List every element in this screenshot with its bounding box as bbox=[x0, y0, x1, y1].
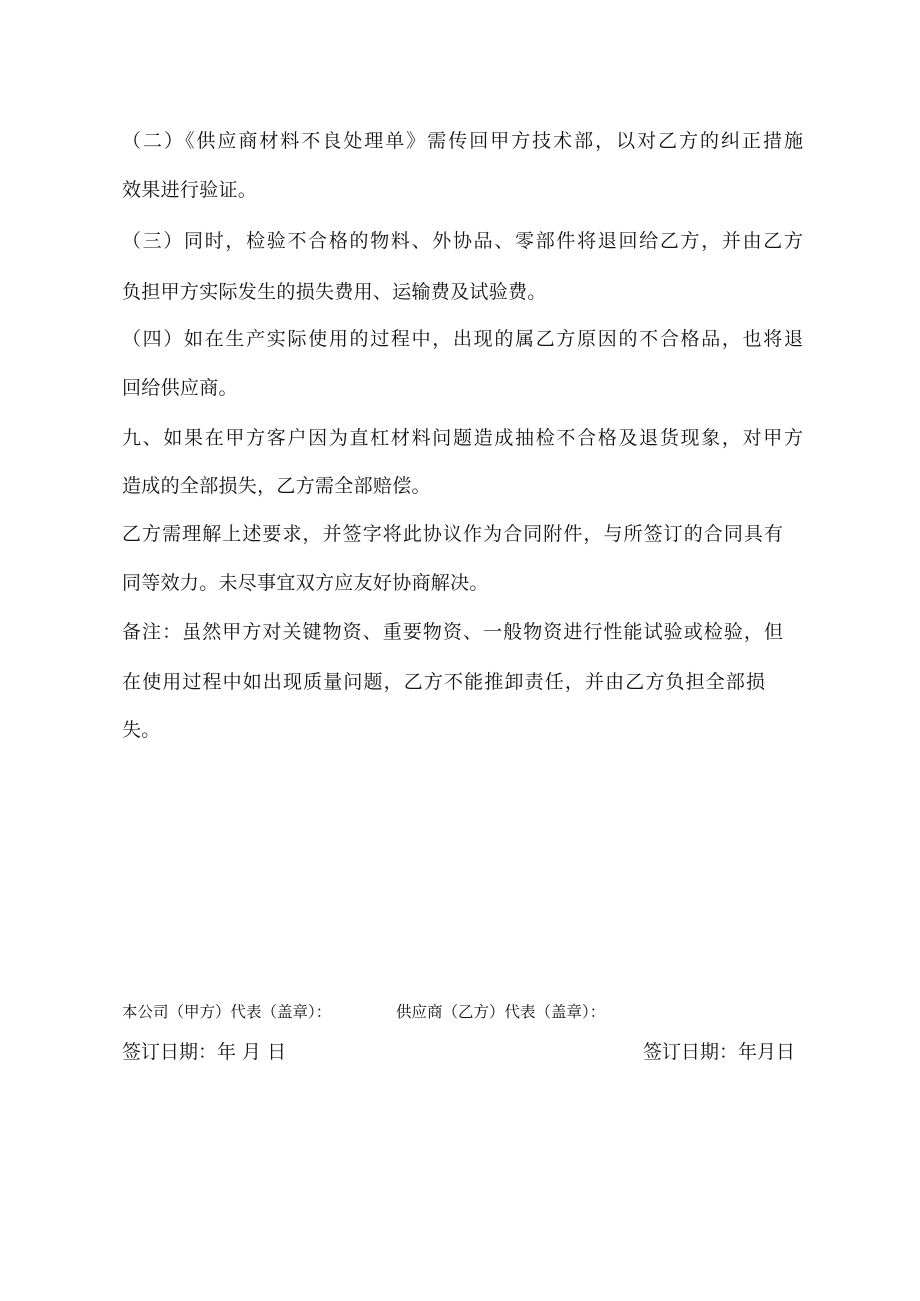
agreement-line-2: 同等效力。未尽事宜双方应友好协商解决。 bbox=[122, 572, 489, 594]
paragraph-3-line-2: 负担甲方实际发生的损失费用、运输费及试验费。 bbox=[122, 281, 547, 303]
party-b-sign-date: 签订日期：年月日 bbox=[643, 1041, 796, 1063]
agreement-line-1: 乙方需理解上述要求，并签字将此协议作为合同附件，与所签订的合同具有 bbox=[122, 523, 783, 545]
paragraph-2-line-1: （二）《供应商材料不良处理单》需传回甲方技术部，以对乙方的纠正措施 bbox=[122, 130, 803, 152]
note-line-2: 在使用过程中如出现质量问题，乙方不能推卸责任，并由乙方负担全部损 bbox=[122, 671, 765, 693]
party-b-signature-label: 供应商（乙方）代表（盖章）： bbox=[396, 1003, 606, 1021]
note-line-3: 失。 bbox=[122, 719, 161, 741]
paragraph-3-line-1: （三）同时，检验不合格的物料、外协品、零部件将退回给乙方，并由乙方 bbox=[122, 230, 803, 252]
party-a-sign-date: 签订日期：年 月 日 bbox=[122, 1041, 287, 1063]
clause-9-line-2: 造成的全部损失，乙方需全部赔偿。 bbox=[122, 475, 431, 497]
party-a-signature-label: 本公司（甲方）代表（盖章）： bbox=[122, 1003, 332, 1021]
note-line-1: 备注：虽然甲方对关键物资、重要物资、一般物资进行性能试验或检验，但 bbox=[122, 621, 783, 643]
paragraph-4-line-2: 回给供应商。 bbox=[122, 377, 238, 399]
paragraph-2-line-2: 效果进行验证。 bbox=[122, 179, 258, 201]
paragraph-4-line-1: （四）如在生产实际使用的过程中，出现的属乙方原因的不合格品，也将退 bbox=[122, 328, 803, 350]
clause-9-line-1: 九、如果在甲方客户因为直杠材料问题造成抽检不合格及退货现象，对甲方 bbox=[122, 427, 803, 449]
